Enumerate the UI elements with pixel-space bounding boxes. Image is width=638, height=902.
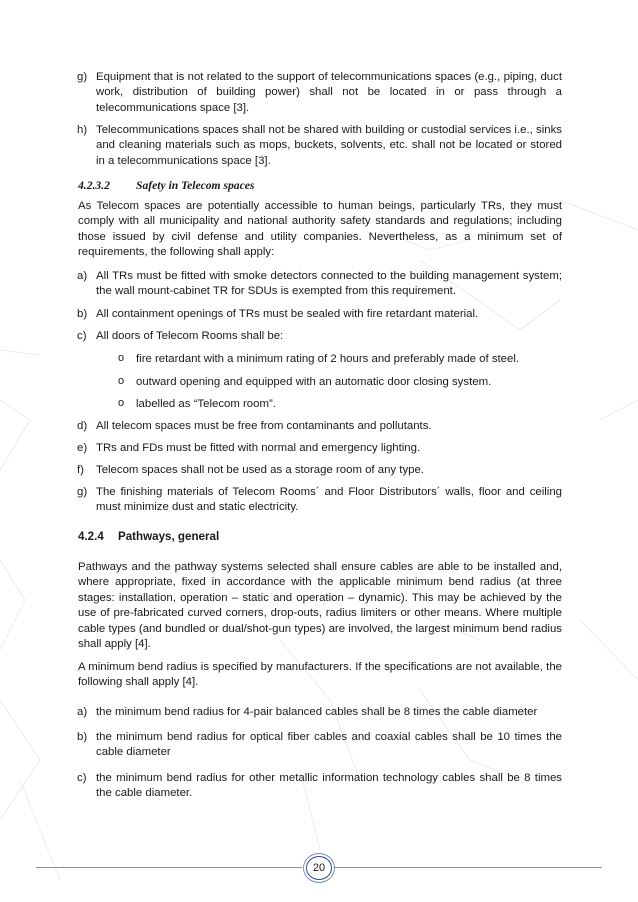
list-label: b) bbox=[77, 731, 88, 743]
list-item-lighting bbox=[77, 441, 562, 456]
footer-rule-left bbox=[36, 867, 302, 868]
list-text: All telecom spaces must be free from contaminants and pollutants. bbox=[96, 420, 432, 432]
sublist-text: outward opening and equipped with an automatic door closing system. bbox=[136, 376, 492, 388]
list-text: All containment openings of TRs must be sealed with fire retardant material. bbox=[96, 308, 479, 320]
list-label: h) bbox=[77, 124, 88, 136]
section-title: Pathways, general bbox=[118, 530, 220, 543]
list-item-finishing-materials bbox=[77, 485, 562, 516]
list-text: All TRs must be fitted with smoke detectors connected to the building management system; the wall mount-cabinet TR for SDUs is exempted from this requirement. bbox=[96, 270, 562, 298]
list-text: TRs and FDs must be fitted with normal and emergency lighting. bbox=[96, 442, 421, 454]
sublist-item-labelled bbox=[118, 397, 566, 412]
bullet-icon: o bbox=[118, 375, 125, 387]
list-item-contaminants bbox=[77, 419, 562, 434]
list-label: g) bbox=[77, 71, 88, 83]
list-text: Telecom spaces shall not be used as a storage room of any type. bbox=[96, 464, 424, 476]
sublist-item-fire-retardant bbox=[118, 352, 566, 367]
list-label: a) bbox=[77, 270, 88, 282]
list-item-storage bbox=[77, 463, 562, 478]
list-text: Equipment that is not related to the support of telecommunications spaces (e.g., piping, duct work, distribution of building power) shall not be located in or pass through a telecommunications space [3]. bbox=[96, 71, 562, 114]
footer-rule-right bbox=[334, 867, 602, 868]
list-item-equipment bbox=[77, 70, 562, 116]
paragraph-safety: As Telecom spaces are potentially accessible to human beings, particularly TRs, they must comply with all municipality and national authority safety standards and regulations; including those issued by civil defense and utility companies. Nevertheless, as a minimum set of requirements, the following shall apply: bbox=[78, 200, 562, 259]
bullet-icon: o bbox=[118, 397, 125, 409]
page-number: 20 bbox=[306, 856, 332, 880]
list-text: Telecommunications spaces shall not be shared with building or custodial services i.e., sinks and cleaning materials such as mops, buckets, solvents, etc. shall not be located or stored in a telecommunications space [3]. bbox=[96, 124, 562, 167]
sublist-text: fire retardant with a minimum rating of 2 hours and preferably made of steel. bbox=[136, 353, 520, 365]
list-label: b) bbox=[77, 308, 88, 320]
bullet-icon: o bbox=[118, 352, 125, 364]
list-item-shared-spaces bbox=[77, 123, 562, 169]
paragraph-pathways: Pathways and the pathway systems selected shall ensure cables are able to be installed and, where appropriate, fixed in accordance with the applicable minimum bend radius (at three stages: installation, operation – static and operation – dynamic). This may be achieved by the use of pre-fabricated curved corners, drop-outs, radius limiters or other means. Where multiple cable types (and bundled or dual/shot-gun types) are involved, the largest minimum bend radius shall apply [4]. bbox=[78, 561, 562, 651]
list-text: the minimum bend radius for 4-pair balanced cables shall be 8 times the cable diameter bbox=[96, 706, 538, 718]
list-label: c) bbox=[77, 772, 87, 784]
list-label: d) bbox=[77, 420, 88, 432]
list-label: g) bbox=[77, 486, 88, 498]
list-item-smoke-detectors bbox=[77, 269, 562, 300]
paragraph-bend-radius: A minimum bend radius is specified by manufacturers. If the specifications are not available, the following shall apply [4]. bbox=[78, 661, 562, 689]
list-text: the minimum bend radius for optical fiber cables and coaxial cables shall be 10 times the cable diameter bbox=[96, 731, 562, 759]
list-label: e) bbox=[77, 442, 88, 454]
list-label: f) bbox=[77, 464, 84, 476]
section-heading-4-2-4 bbox=[78, 530, 219, 543]
list-text: The finishing materials of Telecom Rooms´ and Floor Distributors´ walls, floor and ceiling must minimize dust and static electricity. bbox=[96, 486, 562, 514]
section-number: 4.2.4 bbox=[78, 530, 104, 543]
list-item-optical-fiber bbox=[77, 730, 562, 761]
list-item-containment-openings bbox=[77, 307, 562, 322]
section-heading-4-2-3-2 bbox=[78, 179, 254, 192]
list-label: a) bbox=[77, 706, 88, 718]
list-item-doors bbox=[77, 329, 562, 344]
list-item-balanced-cables bbox=[77, 705, 562, 720]
list-item-metallic-cables bbox=[77, 771, 562, 802]
list-text: All doors of Telecom Rooms shall be: bbox=[96, 330, 284, 342]
section-number: 4.2.3.2 bbox=[78, 179, 110, 192]
sublist-item-outward-opening bbox=[118, 375, 566, 390]
list-text: the minimum bend radius for other metallic information technology cables shall be 8 times the cable diameter. bbox=[96, 772, 562, 800]
sublist-text: labelled as “Telecom room”. bbox=[136, 398, 276, 410]
section-title: Safety in Telecom spaces bbox=[136, 179, 255, 192]
list-label: c) bbox=[77, 330, 87, 342]
